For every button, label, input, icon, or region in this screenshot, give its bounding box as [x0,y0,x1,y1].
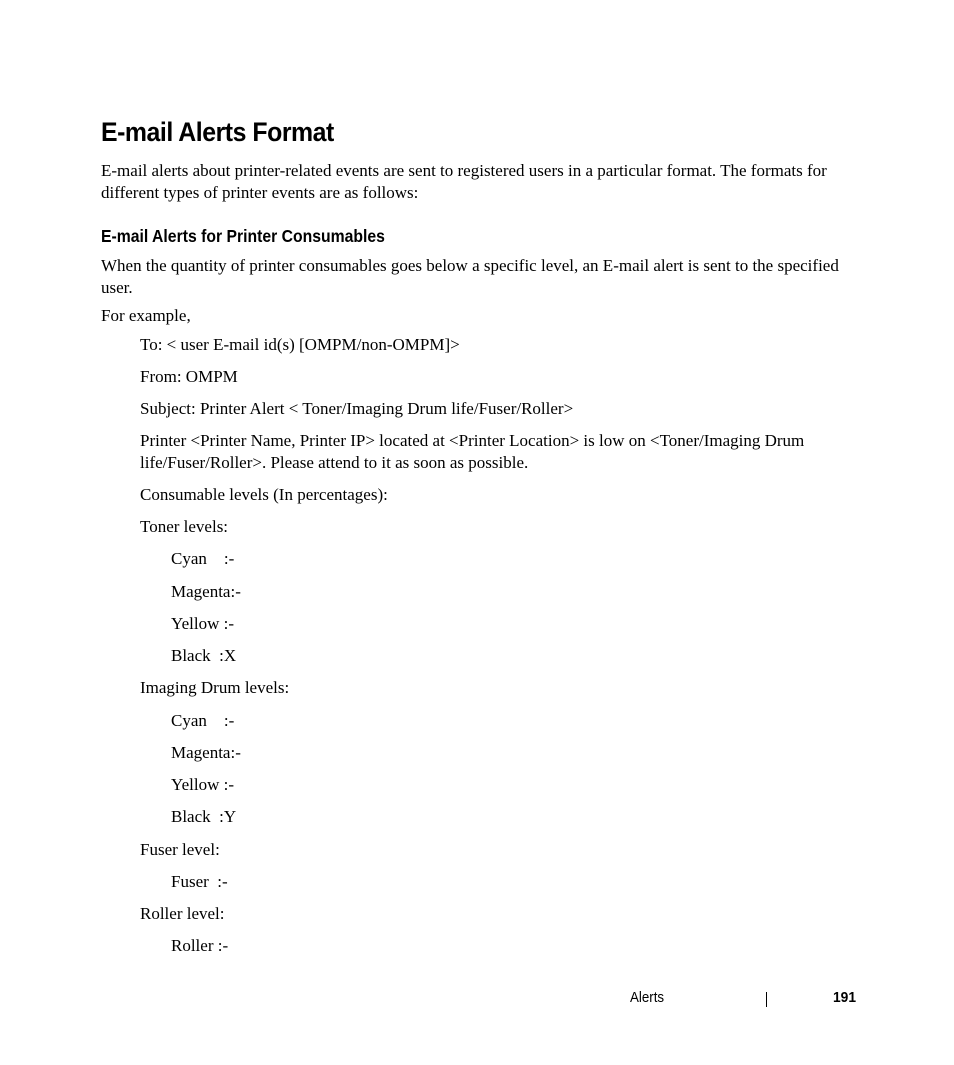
intro-paragraph: E-mail alerts about printer-related events are sent to registered users in a particular format. The formats for different types of printer events are as follows: [101,161,827,202]
fuser-level: Fuser :- [171,872,228,891]
fuser-level-label: Fuser level: [140,840,220,859]
footer-divider [766,992,767,1007]
email-subject-line: Subject: Printer Alert < Toner/Imaging Drum life/Fuser/Roller> [140,399,574,418]
email-body: Printer <Printer Name, Printer IP> located at <Printer Location> is low on <Toner/Imaging Drum life/Fuser/Roller>. Please attend to it as soon as possible. [140,431,805,472]
page-number: 191 [833,989,857,1006]
drum-yellow: Yellow :- [171,775,234,794]
toner-yellow: Yellow :- [171,614,234,633]
drum-black: Black :Y [171,807,237,826]
toner-levels-label: Toner levels: [140,517,229,536]
roller-level: Roller :- [171,936,229,955]
example-label: For example, [101,306,191,325]
drum-magenta: Magenta:- [171,743,241,762]
email-to-line: To: < user E-mail id(s) [OMPM/non-OMPM]> [140,335,460,354]
toner-black: Black :X [171,646,237,665]
roller-level-label: Roller level: [140,904,225,923]
toner-cyan: Cyan :- [171,549,235,568]
consumable-levels-label: Consumable levels (In percentages): [140,485,388,504]
section-heading: E-mail Alerts for Printer Consumables [101,226,385,246]
email-from-line: From: OMPM [140,367,238,386]
footer-section-name: Alerts [630,990,665,1006]
toner-magenta: Magenta:- [171,582,241,601]
drum-levels-label: Imaging Drum levels: [140,678,290,697]
drum-cyan: Cyan :- [171,711,235,730]
page-title: E-mail Alerts Format [101,117,334,147]
consumables-paragraph: When the quantity of printer consumables goes below a specific level, an E-mail alert is sent to the specified user. [101,256,839,297]
